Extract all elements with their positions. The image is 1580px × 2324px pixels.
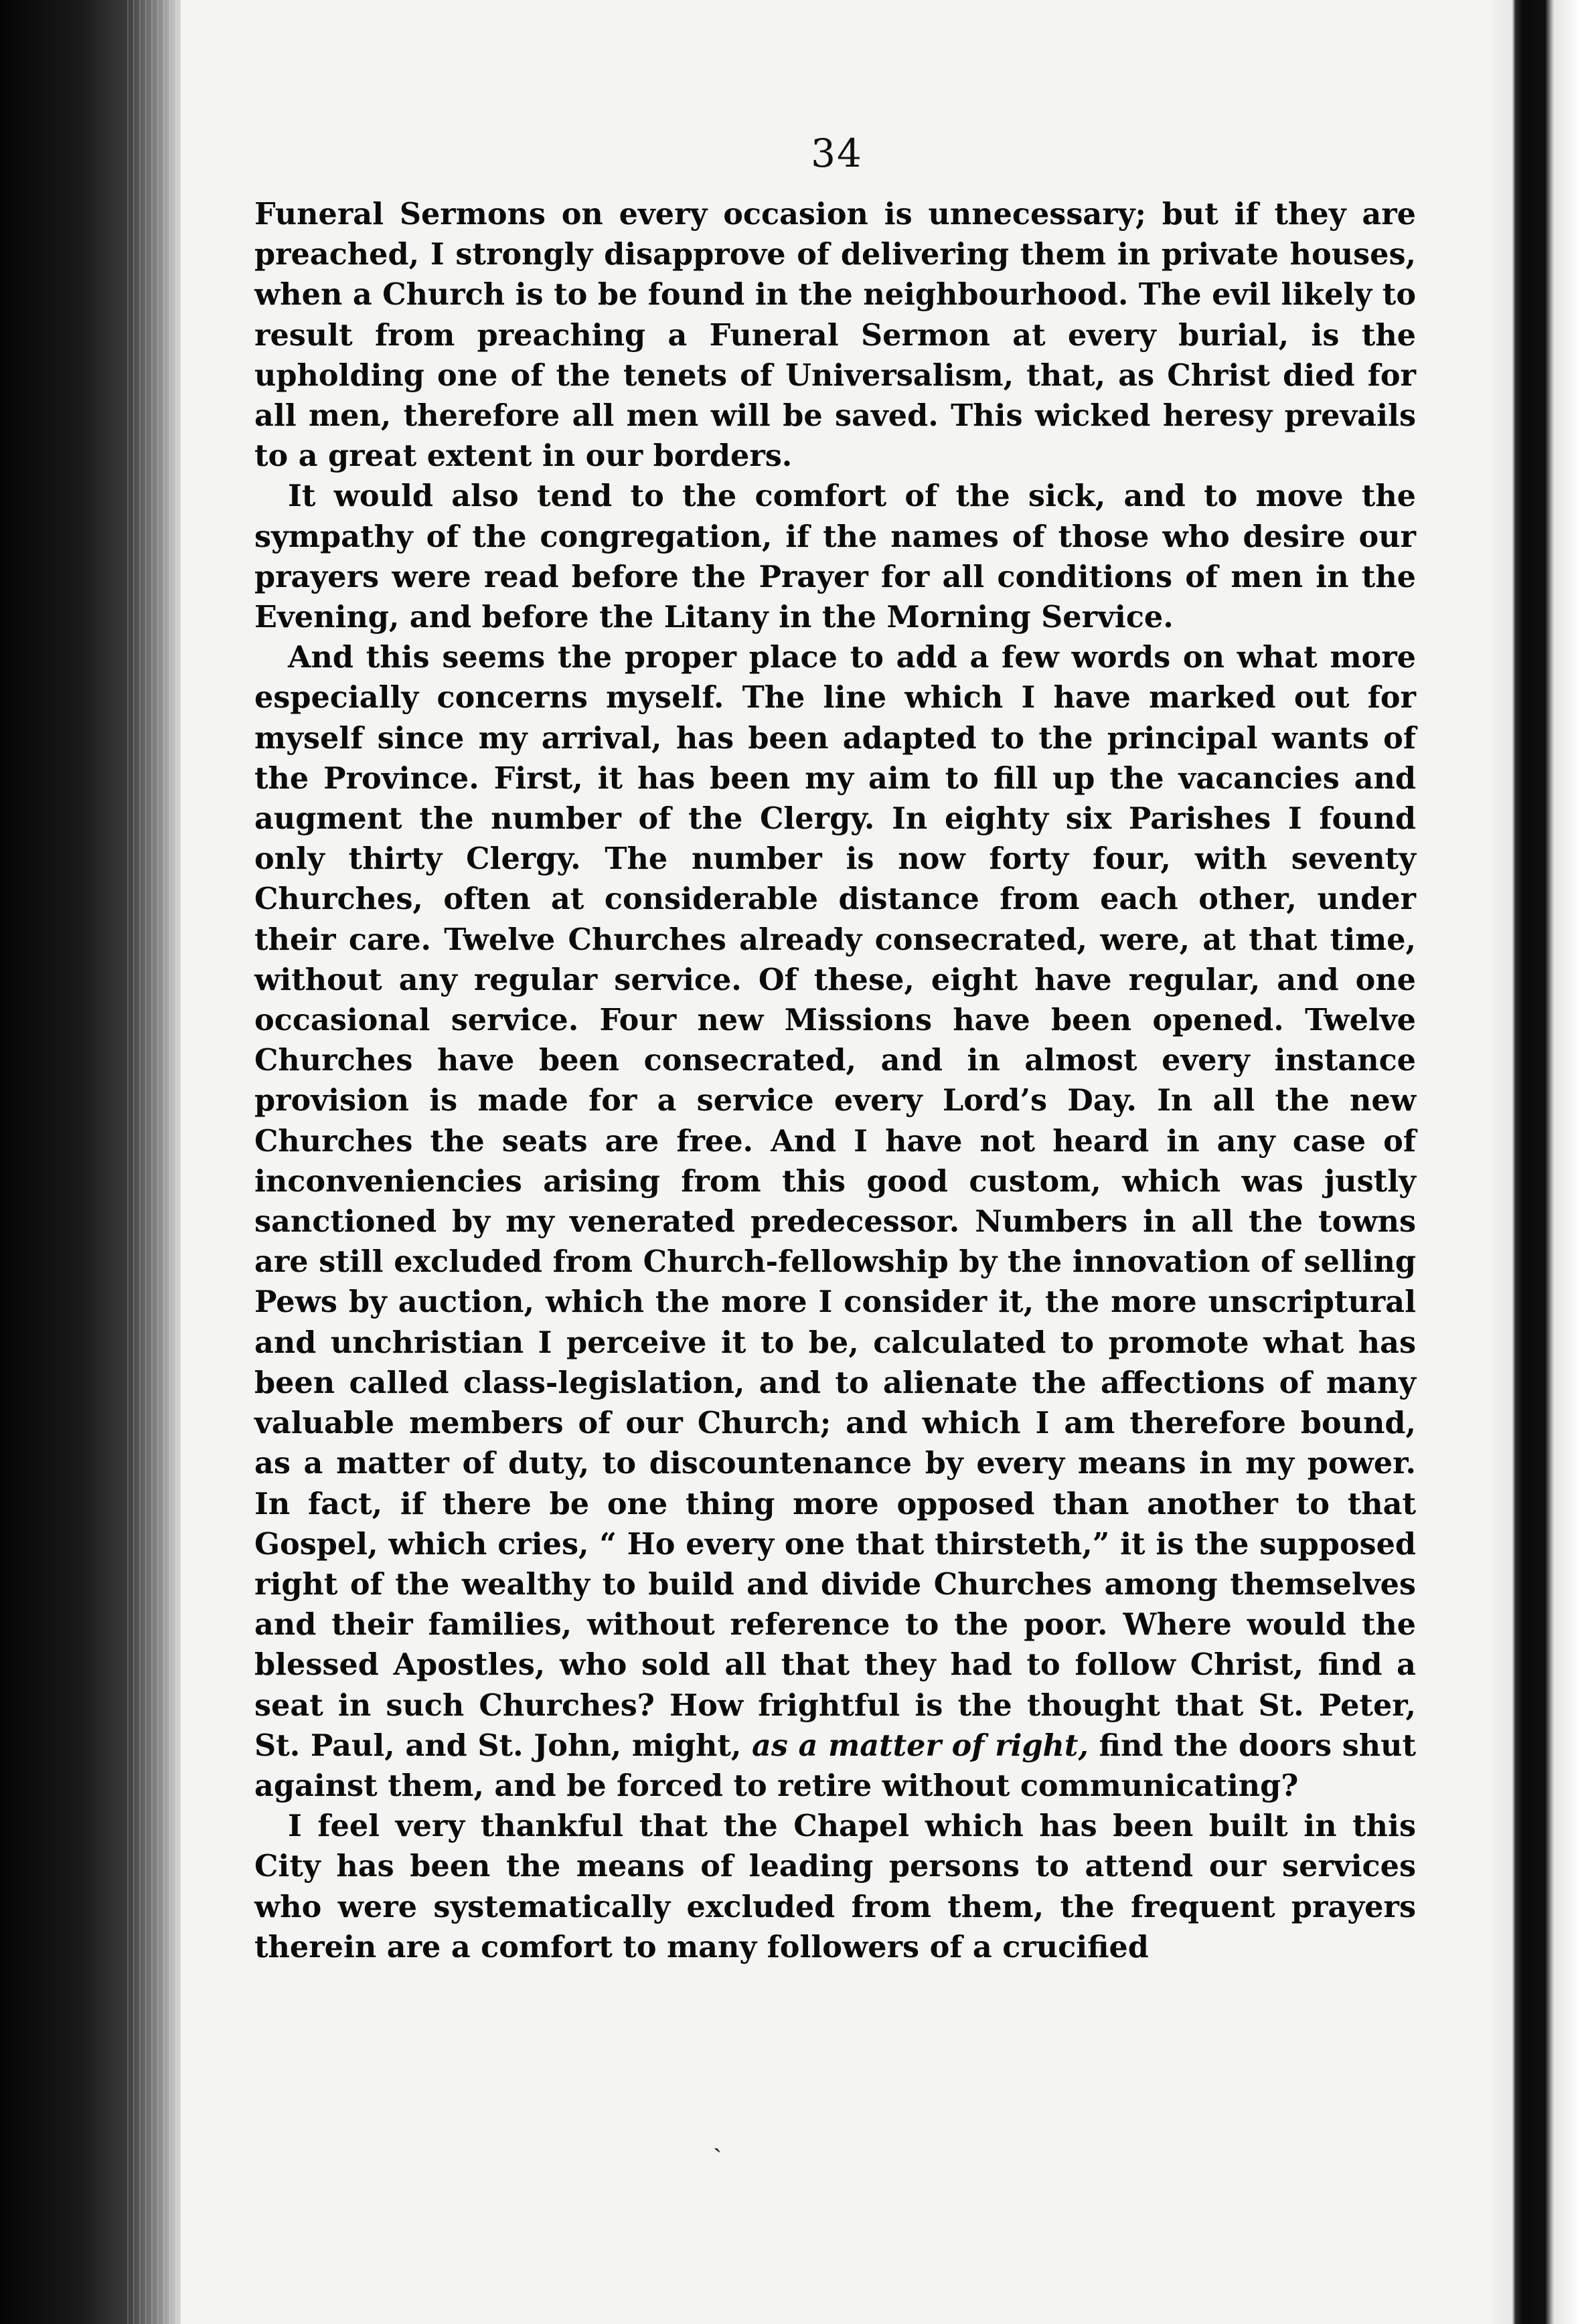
text-segment: Funeral Sermons on every occasion is unnecessary; but if they are preached, I strongly disapprove of delivering them in private houses, when a Church is to be found in the neighbourhood. The evil likely to result from preaching a Funeral Sermon at every burial, is the upholding one of the tenets of Universalism, that, as Christ died for all men, therefore all men will be saved. This wicked heresy prevails to a great extent in our borders. [254,197,1417,474]
ink-speck-mark: ˏ [713,2123,722,2153]
italic-text-segment: as a matter of right, [752,1728,1089,1763]
paragraph-1 [254,194,1416,476]
paragraph-4 [254,1806,1416,1967]
paragraph-3 [254,637,1416,1806]
page-number: 34 [811,131,863,176]
binding-edge-right [1493,0,1580,2324]
page-body-text [254,194,1416,1967]
page-stack-edges [127,0,181,2324]
book-page [181,0,1493,2324]
text-segment: find the doors shut against them, and be forced to retire without communicating? [254,1728,1417,1803]
text-segment: It would also tend to the comfort of the sick, and to move the sympathy of the congregation, if the names of those who desire our prayers were read before the Prayer for all conditions of men in the Evening, and before the Litany in the Morning Service. [254,479,1416,635]
paragraph-2 [254,476,1416,637]
text-segment: And this seems the proper place to add a few words on what more especially concerns myself. The line which I have marked out for myself since my arrival, has been adapted to the principal wants of the Province. First, it has been my aim to fill up the vacancies and augment the number of the Clergy. In eighty six Parishes I found only thirty Clergy. The number is now forty four, with seventy Churches, often at considerable distance from each other, under their care. Twelve Churches already consecrated, were, at that time, without any regular service. Of these, eight have regular, and one occasional service. Four new Missions have been opened. Twelve Churches have been consecrated, and in almost every instance provision is made for a service every Lord’s Day. In all the new Churches the seats are free. And I have not heard in any case of inconveniencies arising from this good custom, which was justly sanctioned by my venerated predecessor. Numbers in all the towns are still excluded from Church-fellowship by the innovation of selling Pews by auction, which the more I consider it, the more unscriptural and unchristian I perceive it to be, calculated to promote what has been called class-legislation, and to alienate the affections of many valuable members of our Church; and which I am therefore bound, as a matter of duty, to discountenance by every means in my power. In fact, if there be one thing more opposed than another to that Gospel, which cries, “ Ho every one that thirsteth,” it is the supposed right of the wealthy to build and divide Churches among themselves and their families, without reference to the poor. Where would the blessed Apostles, who sold all that they had to follow Christ, find a seat in such Churches? How frightful is the thought that St. Peter, St. Paul, and St. John, might, [254,640,1416,1763]
text-segment: I feel very thankful that the Chapel which has been built in this City has been the means of leading persons to attend our services who were systematically excluded from them, the frequent prayers therein are a comfort to many followers of a crucified [254,1809,1416,1965]
